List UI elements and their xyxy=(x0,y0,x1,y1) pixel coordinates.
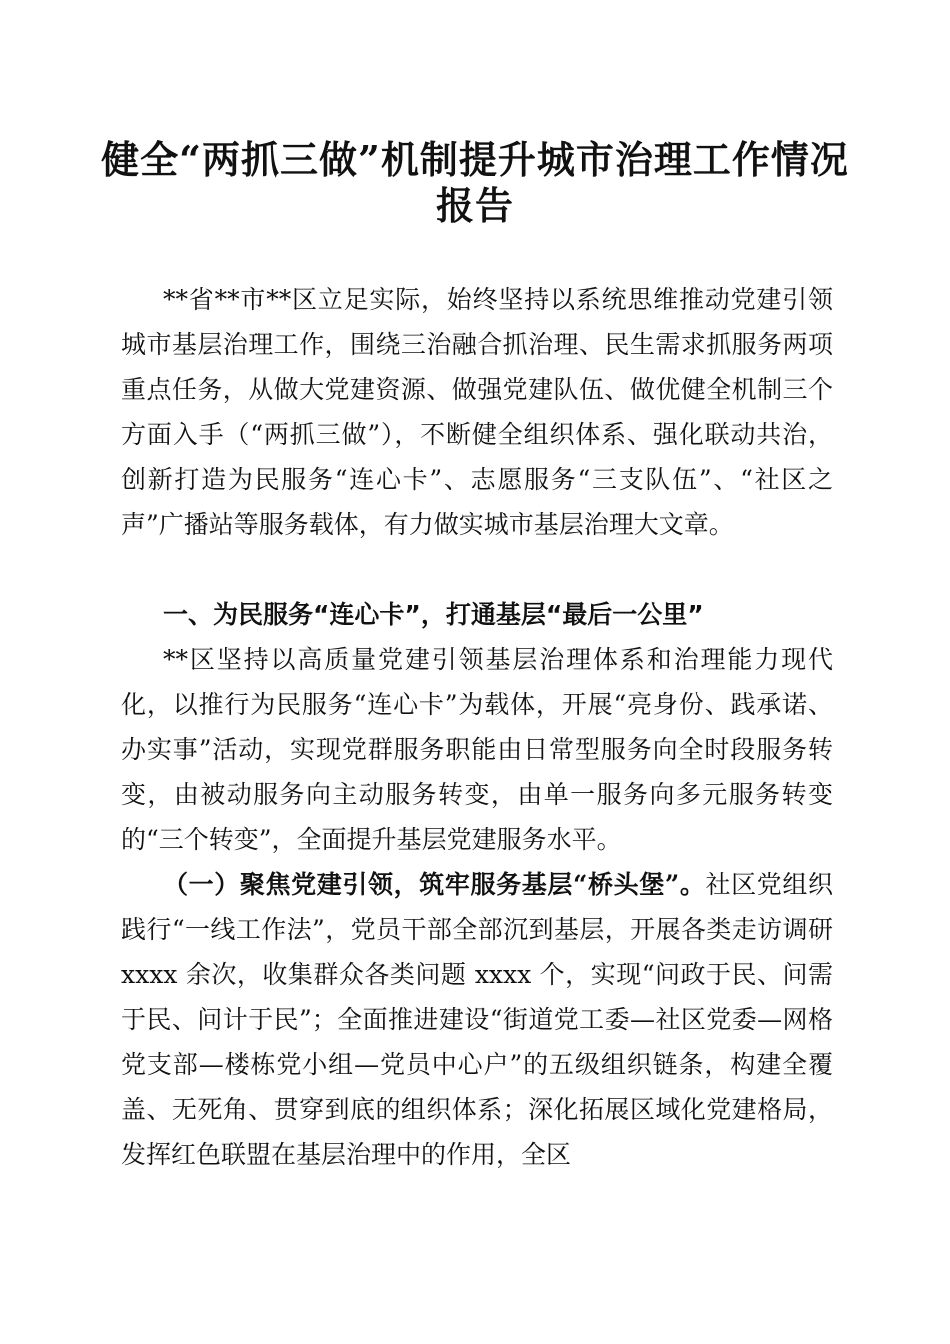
section-1-heading: 一、为民服务“连心卡”，打通基层“最后一公里” xyxy=(163,600,704,629)
document-title-line-1: 健全“两抓三做”机制提升城市治理工作情况 xyxy=(101,137,849,182)
subsection-1-paragraph xyxy=(121,862,833,1177)
document-title-line-2: 报告 xyxy=(435,183,514,228)
subsection-1-heading: （一）聚焦党建引领，筑牢服务基层“桥头堡”。 xyxy=(163,870,706,899)
intro-paragraph: **省**市**区立足实际，始终坚持以系统思维推动党建引领城市基层治理工作，围绕三治融合抓治理、民生需求抓服务两项重点任务，从做大党建资源、做强党建队伍、做优健全机制三个方面入手（“两抓三做”），不断健全组织体系、强化联动共治，创新打造为民服务“连心卡”、志愿服务“三支队伍”、“社区之声”广播站等服务载体，有力做实城市基层治理大文章。 xyxy=(121,285,833,539)
section-1-paragraph: **区坚持以高质量党建引领基层治理体系和治理能力现代化，以推行为民服务“连心卡”为载体，开展“亮身份、践承诺、办实事”活动，实现党群服务职能由日常型服务向全时段服务转变，由被动服务向主动服务转变，由单一服务向多元服务转变的“三个转变”，全面提升基层党建服务水平。 xyxy=(121,645,833,854)
subsection-1-text: 社区党组织践行“一线工作法”，党员干部全部沉到基层，开展各类走访调研 xxxx 余次，收集群众各类问题 xxxx 个，实现“问政于民、问需于民、问计于民”；全面推进建设“街道党工委—社区党委—网格党支部—楼栋党小组—党员中心户”的五级组织链条，构建全覆盖、无死角、贯穿到底的组织体系；深化拓展区域化党建格局，发挥红色联盟在基层治理中的作用，全区 xyxy=(121,870,833,1169)
